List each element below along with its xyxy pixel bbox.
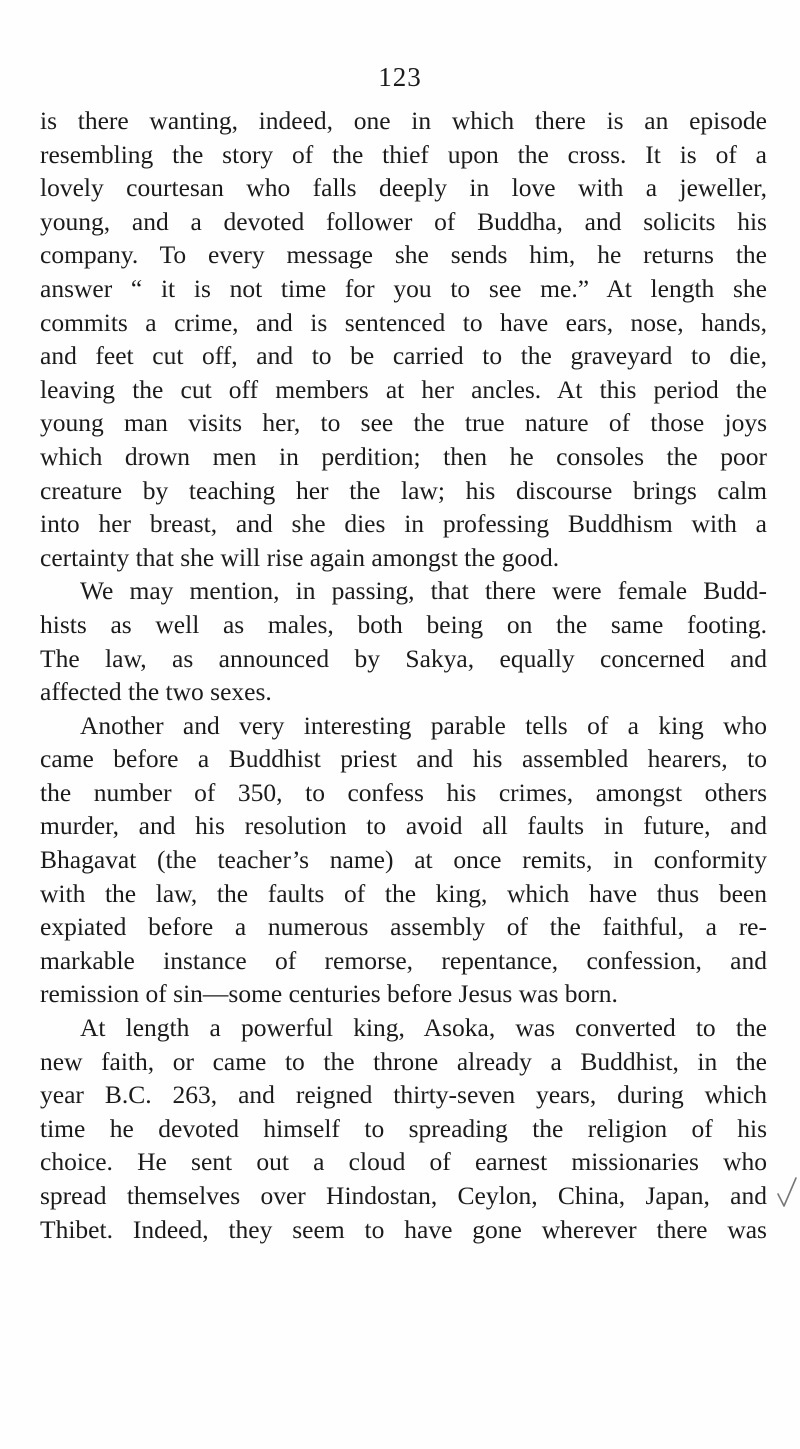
text-line: expiated before a numerous assembly of the faithful, a re- <box>40 912 767 942</box>
text-line: young man visits her, to see the true nature of those joys <box>40 408 767 438</box>
body-text <box>40 104 767 1246</box>
text-line: commits a crime, and is sentenced to have ears, nose, hands, <box>40 307 767 337</box>
text-line: markable instance of remorse, repentance, confession, and <box>40 945 767 975</box>
text-line: resembling the story of the thief upon the cross. It is of a <box>40 139 767 169</box>
text-line: Another and very interesting parable tells of a king who <box>80 710 767 740</box>
text-line: leaving the cut off members at her ancles. At this period the <box>40 374 767 404</box>
text-line: affected the two sexes. <box>40 677 272 707</box>
text-line: The law, as announced by Sakya, equally concerned and <box>40 643 767 673</box>
text-line: spread themselves over Hindostan, Ceylon, China, Japan, and <box>40 1181 767 1210</box>
text-line: company. To every message she sends him, he returns the <box>40 240 767 270</box>
text-line: remission of sin—some centuries before Jesus was born. <box>40 979 618 1009</box>
text-line: into her breast, and she dies in professing Buddhism with a <box>40 509 767 539</box>
text-line: murder, and his resolution to avoid all faults in future, and <box>40 811 767 841</box>
text-line: Thibet. Indeed, they seem to have gone wherever there was <box>40 1214 767 1244</box>
text-line: We may mention, in passing, that there were female Budd- <box>80 576 767 606</box>
text-line: lovely courtesan who falls deeply in love with a jeweller, <box>40 173 767 203</box>
text-line: hists as well as males, both being on the same footing. <box>40 609 767 639</box>
text-line: the number of 350, to confess his crimes, amongst others <box>40 777 767 807</box>
text-line: is there wanting, indeed, one in which there is an episode <box>40 106 767 135</box>
text-line: creature by teaching her the law; his discourse brings calm <box>40 475 767 505</box>
text-line: choice. He sent out a cloud of earnest missionaries who <box>40 1147 767 1177</box>
text-line: new faith, or came to the throne already a Buddhist, in the <box>40 1046 767 1076</box>
text-line: which drown men in perdition; then he consoles the poor <box>40 441 767 471</box>
text-line: time he devoted himself to spreading the religion of his <box>40 1113 767 1143</box>
text-line: with the law, the faults of the king, which have thus been <box>40 878 767 908</box>
text-line: At length a powerful king, Asoka, was converted to the <box>80 1013 767 1043</box>
text-line: year B.C. 263, and reigned thirty-seven years, during which <box>40 1080 767 1110</box>
text-line: and feet cut off, and to be carried to the graveyard to die, <box>40 341 767 371</box>
check-mark-icon <box>776 1176 798 1208</box>
text-line: answer “ it is not time for you to see me.” At length she <box>40 273 767 303</box>
page-number: 123 <box>378 62 422 92</box>
text-line: Bhagavat (the teacher’s name) at once remits, in conformity <box>40 845 767 875</box>
text-line: came before a Buddhist priest and his assembled hearers, to <box>40 744 767 774</box>
text-line: certainty that she will rise again amongst the good. <box>40 542 560 572</box>
text-line: young, and a devoted follower of Buddha, and solicits his <box>40 206 767 236</box>
